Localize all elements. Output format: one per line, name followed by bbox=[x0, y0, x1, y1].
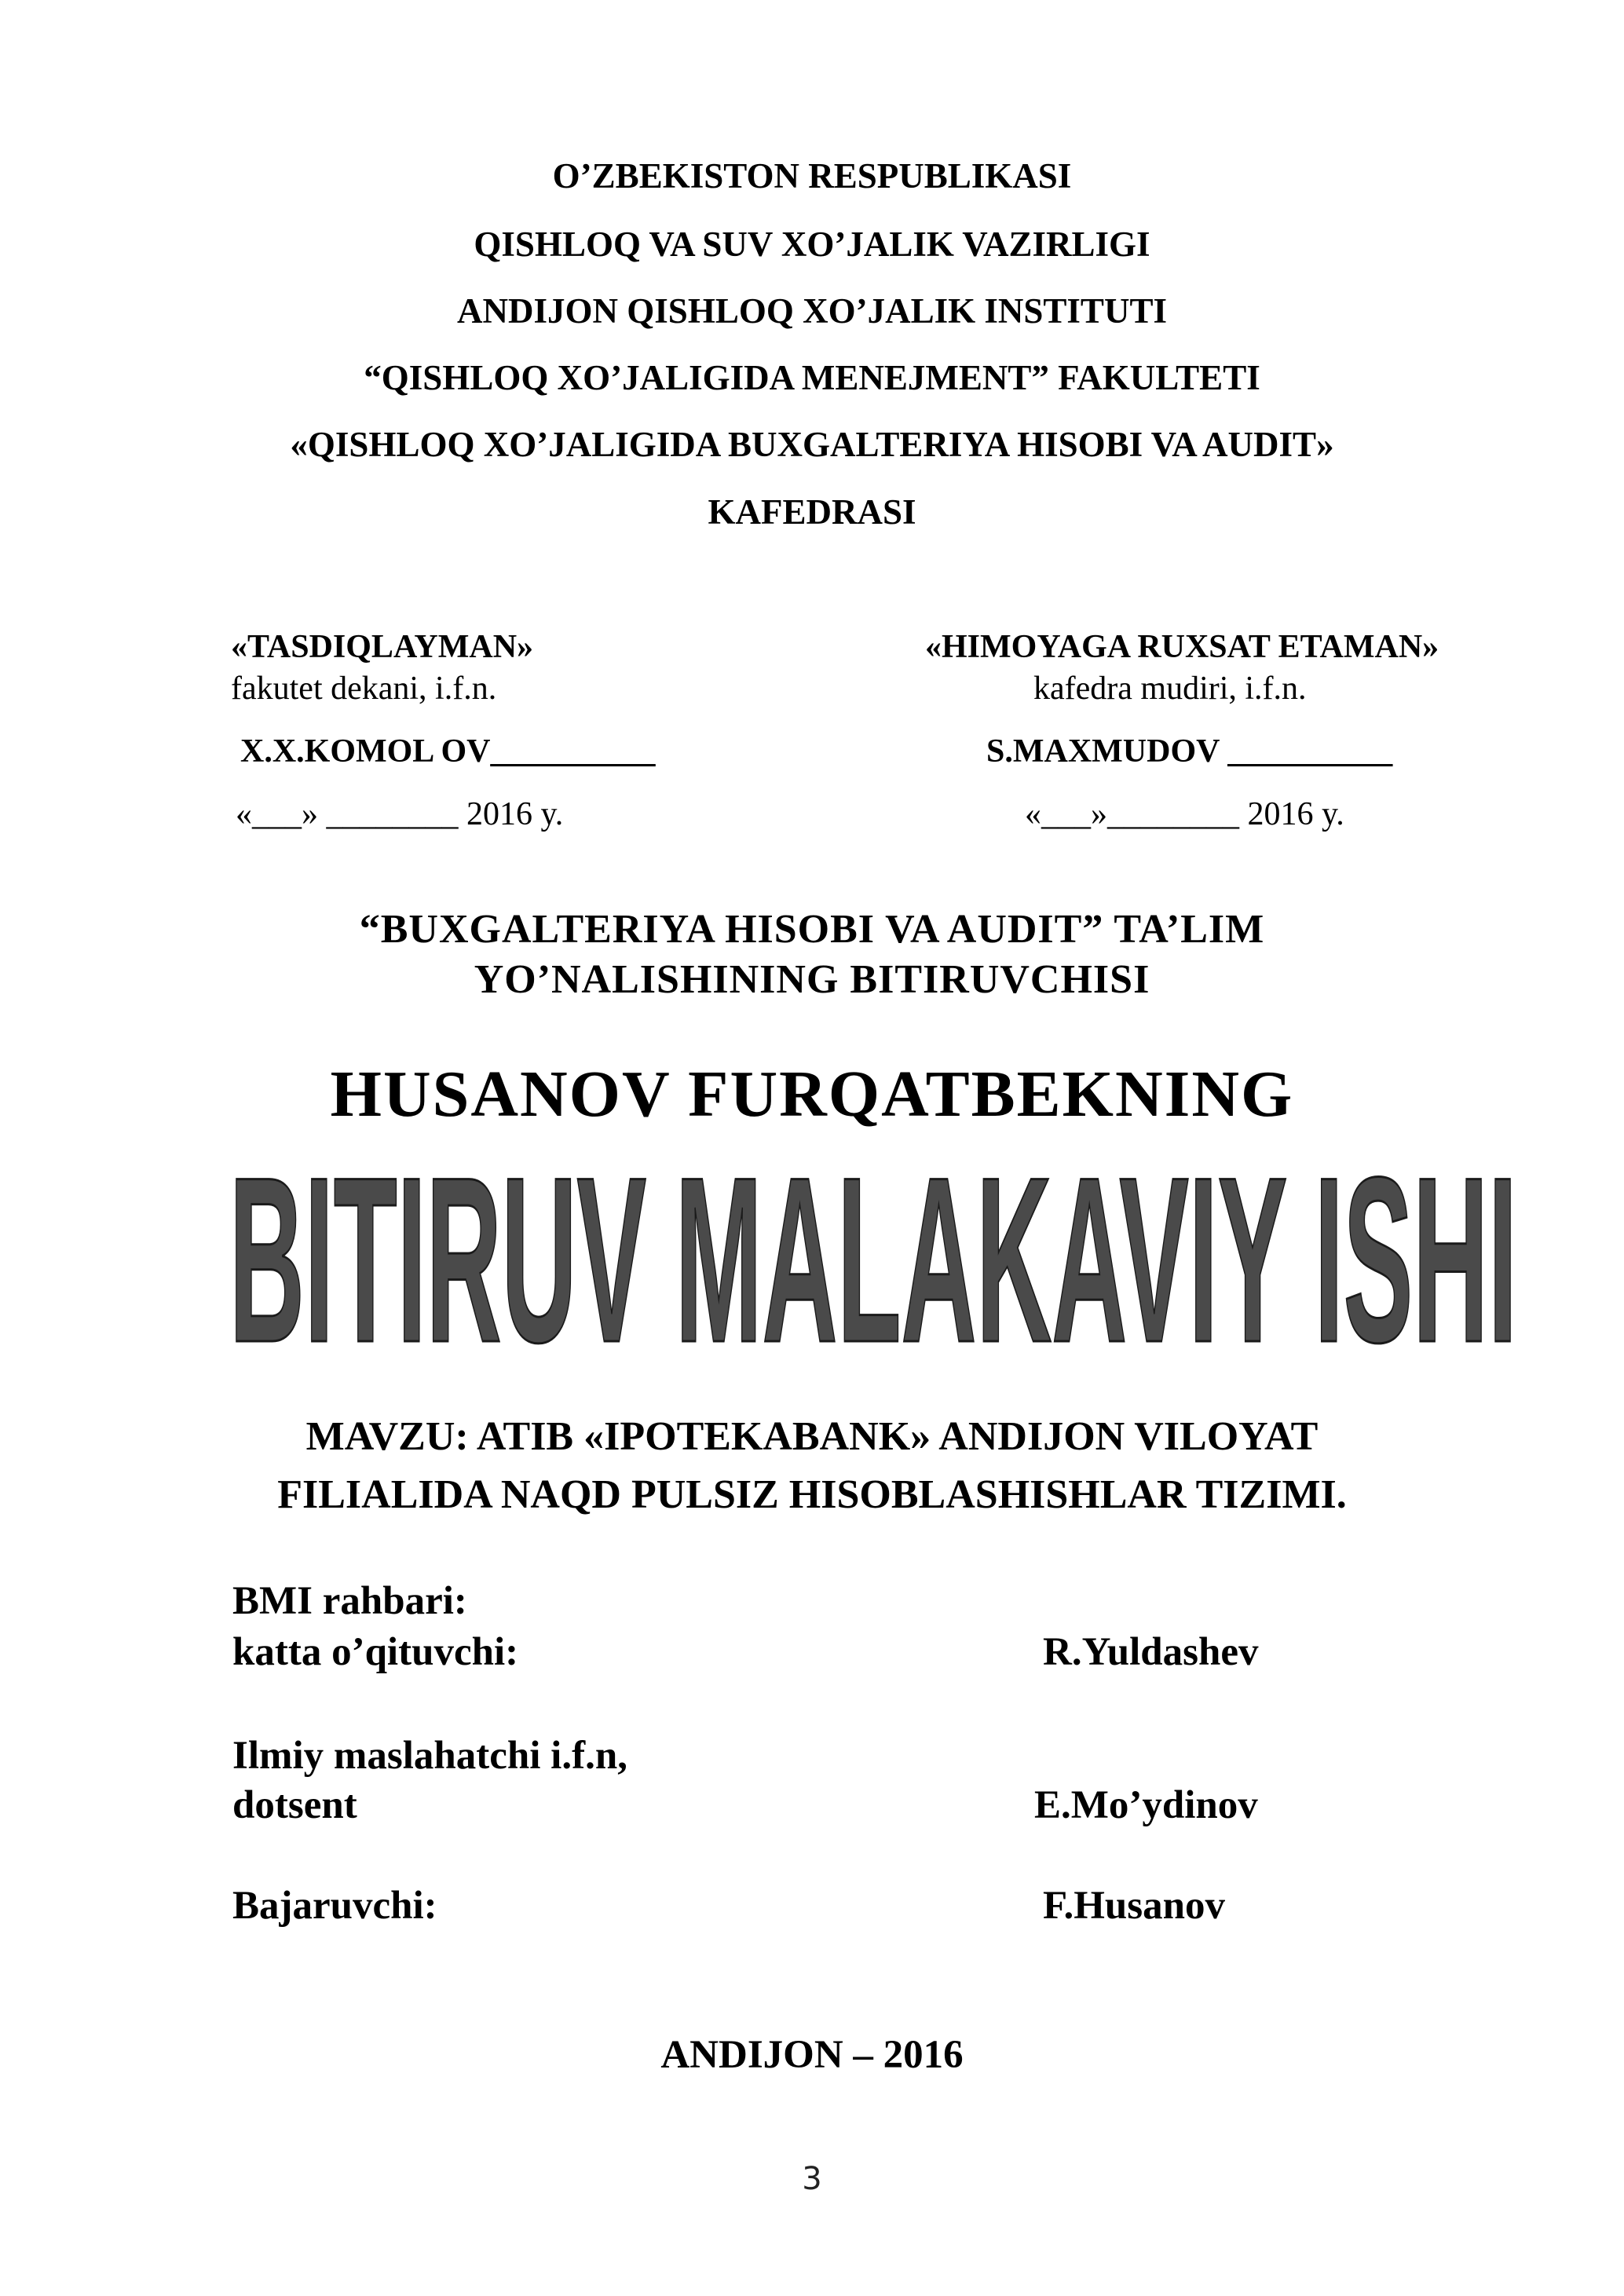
topic-line-1: MAVZU: ATIB «IPOTEKABANK» ANDIJON VILOYAT bbox=[305, 1414, 1319, 1459]
program-line-1: “BUXGALTERIYA HISOBI VA AUDIT” TA’LIM bbox=[359, 907, 1265, 952]
program-line-2: YO’NALISHINING BITIRUVCHISI bbox=[474, 957, 1150, 1002]
approval-right-position: kafedra mudiri, i.f.n. bbox=[1033, 671, 1307, 707]
header-line-5: «QISHLOQ XO’JALIGIDA BUXGALTERIYA HISOBI VA AUDIT» bbox=[290, 425, 1334, 464]
header-line-1: O’ZBEKISTON RESPUBLIKASI bbox=[552, 156, 1072, 196]
executor-label: Bajaruvchi: bbox=[232, 1884, 437, 1928]
supervisor-name: R.Yuldashev bbox=[1043, 1630, 1259, 1674]
approval-left-position: fakutet dekani, i.f.n. bbox=[231, 671, 497, 707]
city-year: ANDIJON – 2016 bbox=[660, 2033, 964, 2077]
header-line-4: “QISHLOQ XO’JALIGIDA MENEJMENT” FAKULTETI bbox=[364, 358, 1260, 397]
consultant-name: E.Mo’ydinov bbox=[1034, 1783, 1258, 1827]
work-title-text: BITIRUV MALAKAVIY ISHI bbox=[229, 1146, 1517, 1357]
executor-name: F.Husanov bbox=[1043, 1884, 1225, 1928]
supervisor-label-1: BMI rahbari: bbox=[232, 1579, 467, 1623]
approval-left-label: «TASDIQLAYMAN» bbox=[231, 629, 534, 665]
approval-right-date: «___»________ 2016 y. bbox=[1025, 796, 1344, 832]
header-line-2: QISHLOQ VA SUV XO’JALIK VAZIRLIGI bbox=[474, 225, 1150, 264]
approval-left-signer: X.X.KOMOL OV__________ bbox=[240, 733, 656, 770]
page-number: 3 bbox=[802, 2161, 822, 2197]
approval-left-date: «___» ________ 2016 y. bbox=[236, 796, 564, 832]
consultant-label-1: Ilmiy maslahatchi i.f.n, bbox=[232, 1734, 627, 1778]
header-line-3: ANDIJON QISHLOQ XO’JALIK INSTITUTI bbox=[457, 291, 1167, 331]
student-name: HUSANOV FURQATBEKNING bbox=[330, 1058, 1294, 1131]
consultant-label-2: dotsent bbox=[232, 1783, 357, 1827]
approval-right-signer: S.MAXMUDOV __________ bbox=[986, 733, 1393, 770]
supervisor-label-2: katta o’qituvchi: bbox=[232, 1630, 519, 1674]
approval-right-label: «HIMOYAGA RUXSAT ETAMAN» bbox=[925, 629, 1439, 665]
topic-line-2: FILIALIDA NAQD PULSIZ HISOBLASHISHLAR TIZIMI. bbox=[277, 1472, 1347, 1517]
header-line-6: KAFEDRASI bbox=[708, 492, 916, 532]
work-title bbox=[229, 1146, 1517, 1357]
